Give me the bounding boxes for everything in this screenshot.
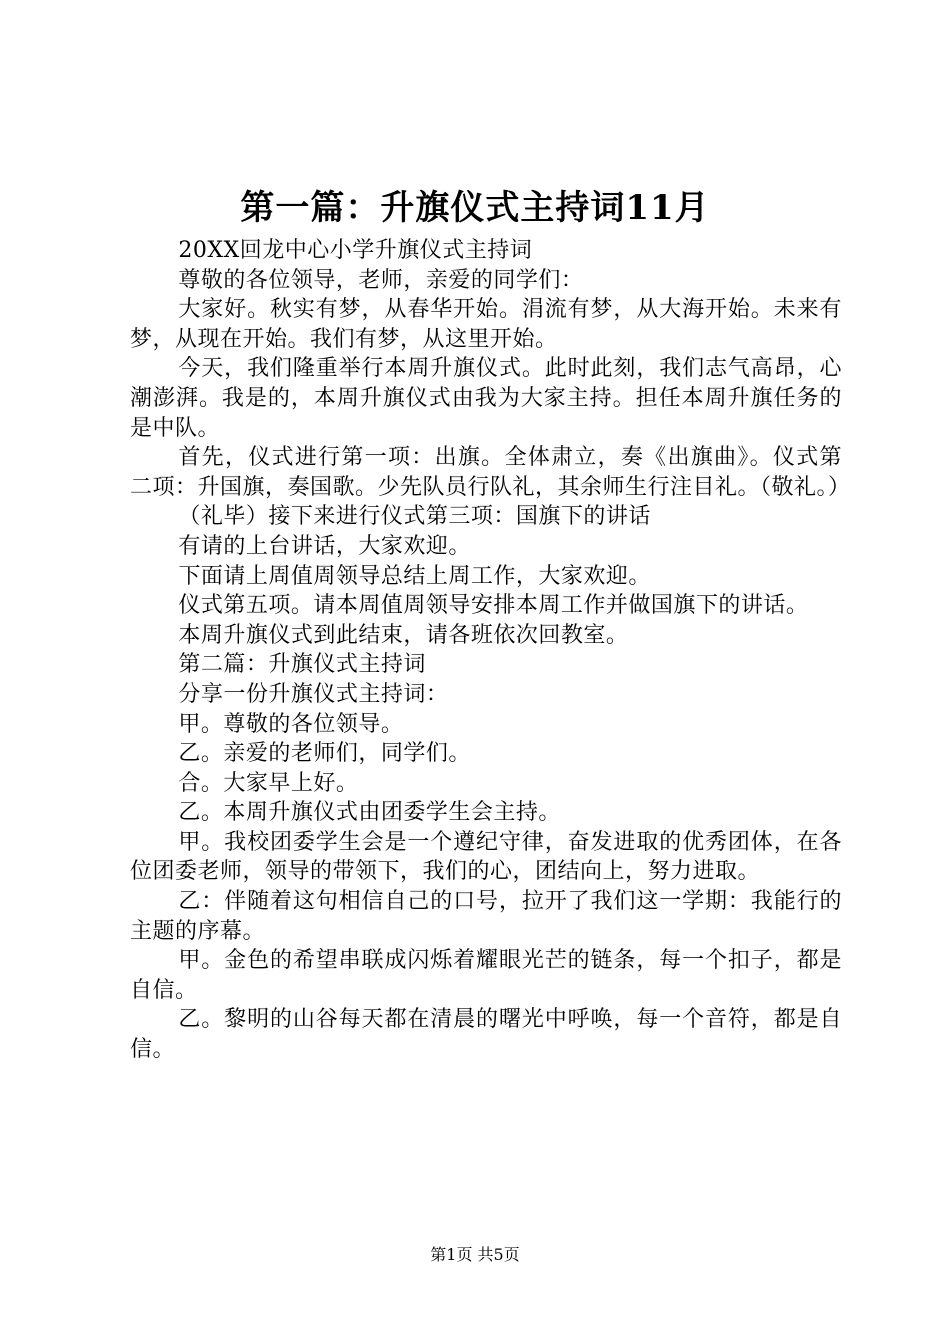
paragraph: 下面请上周值周领导总结上周工作，大家欢迎。 [178,563,651,589]
paragraph: （礼毕）接下来进行仪式第三项：国旗下的讲话 [178,504,651,530]
paragraph: 首先，仪式进行第一项：出旗。全体肃立，奏《出旗曲》。仪式第二项：升国旗，奏国歌。少先队员行队礼，其余师生行注目礼。（敬礼。） [130,445,851,500]
paragraph: 乙。本周升旗仪式由团委学生会主持。 [178,800,561,826]
paragraph: 甲。尊敬的各位领导。 [178,711,404,737]
paragraph: 乙。亲爱的老师们，同学们。 [178,741,471,767]
section-heading: 第二篇：升旗仪式主持词 [178,652,426,678]
document-body [130,236,851,1065]
page-number: 第1页 共5页 [430,1245,520,1264]
paragraph: 20XX回龙中心小学升旗仪式主持词 [178,238,533,263]
paragraph: 尊敬的各位领导，老师，亲爱的同学们： [178,267,584,293]
paragraph: 乙。黎明的山谷每天都在清晨的曙光中呼唤，每一个音符，都是自信。 [130,1007,842,1063]
document-title: 第一篇：升旗仪式主持词11月 [240,188,710,228]
paragraph: 有请的上台讲话，大家欢迎。 [178,533,471,559]
paragraph: 今天，我们隆重举行本周升旗仪式。此时此刻，我们志气高昂，心潮澎湃。我是的，本周升旗仪式由我为大家主持。担任本周升旗任务的是中队。 [130,356,842,441]
paragraph: 合。大家早上好。 [178,770,359,796]
paragraph: 仪式第五项。请本周值周领导安排本周工作并做国旗下的讲话。 [178,593,809,619]
paragraph: 分享一份升旗仪式主持词： [178,681,449,707]
paragraph: 乙：伴随着这句相信自己的口号，拉开了我们这一学期：我能行的主题的序幕。 [130,889,842,944]
paragraph: 甲。我校团委学生会是一个遵纪守律，奋发进取的优秀团体，在各位团委老师，领导的带领下，我们的心，团结向上，努力进取。 [130,829,842,885]
paragraph: 本周升旗仪式到此结束，请各班依次回教室。 [178,622,629,648]
paragraph: 大家好。秋实有梦，从春华开始。涓流有梦，从大海开始。未来有梦，从现在开始。我们有梦，从这里开始。 [130,297,842,352]
paragraph: 甲。金色的希望串联成闪烁着耀眼光芒的链条，每一个扣子，都是自信。 [130,948,842,1003]
